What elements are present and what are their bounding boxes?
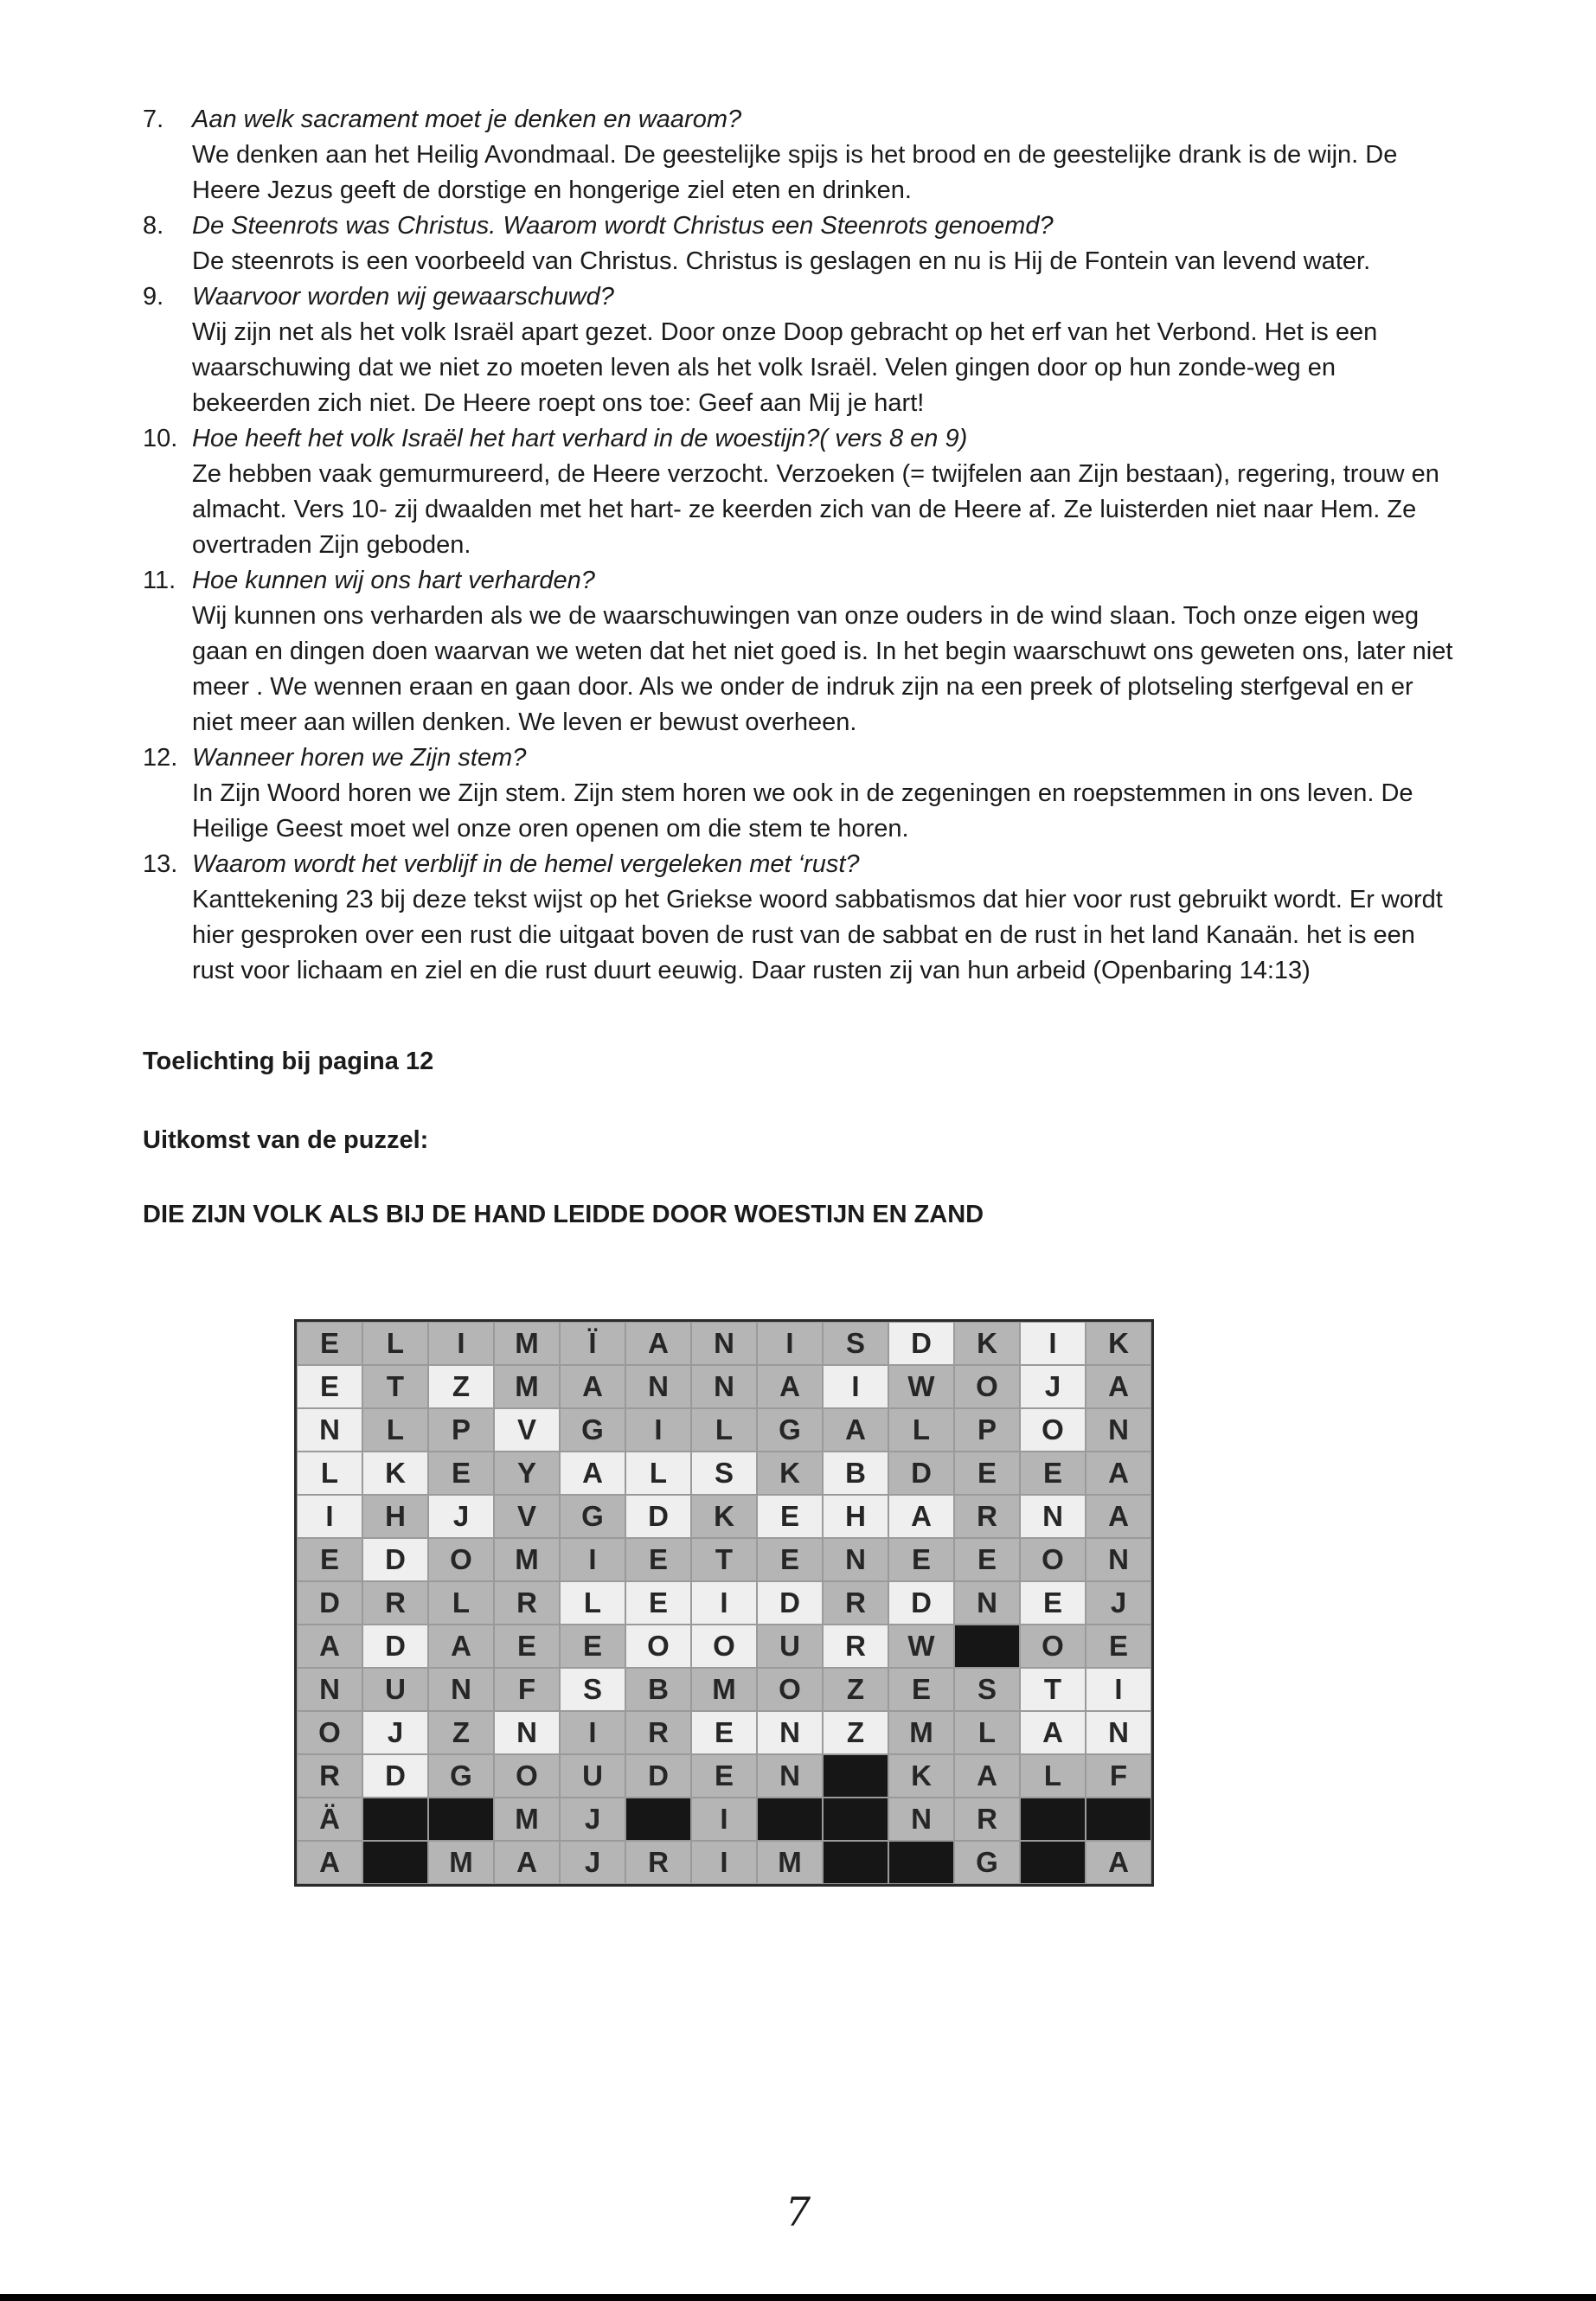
puzzle-cell-blocked — [888, 1841, 954, 1884]
puzzle-cell: A — [297, 1841, 362, 1884]
puzzle-cell: R — [823, 1581, 888, 1625]
puzzle-cell: Z — [823, 1711, 888, 1754]
puzzle-cell: O — [625, 1625, 691, 1668]
puzzle-cell: E — [954, 1538, 1020, 1581]
puzzle-cell: D — [888, 1322, 954, 1365]
puzzle-cell: N — [757, 1754, 823, 1798]
puzzle-cell: I — [757, 1322, 823, 1365]
puzzle-cell: N — [954, 1581, 1020, 1625]
puzzle-cell: L — [954, 1711, 1020, 1754]
puzzle-cell: D — [888, 1581, 954, 1625]
puzzle-cell: M — [428, 1841, 494, 1884]
puzzle-cell: Z — [428, 1365, 494, 1408]
puzzle-cell: K — [1086, 1322, 1151, 1365]
puzzle-cell: J — [362, 1711, 428, 1754]
puzzle-cell: E — [691, 1754, 757, 1798]
puzzle-cell: E — [888, 1538, 954, 1581]
puzzle-cell: A — [954, 1754, 1020, 1798]
puzzle-cell: A — [1020, 1711, 1086, 1754]
puzzle-grid-wrapper — [294, 1319, 1453, 1887]
puzzle-cell: L — [362, 1322, 428, 1365]
puzzle-cell: O — [757, 1668, 823, 1711]
puzzle-cell: B — [625, 1668, 691, 1711]
puzzle-cell: E — [1020, 1581, 1086, 1625]
puzzle-cell: I — [428, 1322, 494, 1365]
qa-item-body — [192, 279, 1453, 421]
puzzle-cell: V — [494, 1408, 560, 1452]
puzzle-cell: L — [1020, 1754, 1086, 1798]
puzzle-cell: F — [494, 1668, 560, 1711]
puzzle-cell: M — [494, 1538, 560, 1581]
puzzle-cell: D — [297, 1581, 362, 1625]
puzzle-cell: T — [691, 1538, 757, 1581]
puzzle-cell: G — [560, 1408, 625, 1452]
puzzle-cell: T — [1020, 1668, 1086, 1711]
puzzle-cell: E — [954, 1452, 1020, 1495]
puzzle-cell: A — [888, 1495, 954, 1538]
puzzle-cell: S — [954, 1668, 1020, 1711]
puzzle-cell: N — [757, 1711, 823, 1754]
puzzle-cell: A — [823, 1408, 888, 1452]
puzzle-cell: Ä — [297, 1798, 362, 1841]
puzzle-cell: R — [954, 1798, 1020, 1841]
puzzle-cell: D — [362, 1754, 428, 1798]
qa-item — [143, 563, 1453, 740]
puzzle-cell: D — [625, 1495, 691, 1538]
qa-item-body — [192, 102, 1453, 208]
qa-answer: Wij kunnen ons verharden als we de waarschuwingen van onze ouders in de wind slaan. Toch onze eigen weg gaan en dingen doen waarvan we weten dat het niet goed is. In het begin waarschuwt ons geweten ons, later niet meer . We wennen eraan en gaan door. Als we onder de indruk zijn na een preek of plotseling sterfgeval en er niet meer aan willen denken. We leven er bewust overheen. — [192, 602, 1453, 736]
puzzle-cell: J — [1086, 1581, 1151, 1625]
puzzle-cell-blocked — [1020, 1841, 1086, 1884]
puzzle-cell: K — [757, 1452, 823, 1495]
puzzle-cell: L — [560, 1581, 625, 1625]
qa-answer: Kanttekening 23 bij deze tekst wijst op het Griekse woord sabbatismos dat hier voor rust gebruikt wordt. Er wordt hier gesproken over een rust die uitgaat boven de rust van de sabbat en de rust in het land Kanaän. het is een rust voor lichaam en ziel en die rust duurt eeuwig. Daar rusten zij van hun arbeid (Openbaring 14:13) — [192, 886, 1443, 984]
puzzle-cell: M — [494, 1322, 560, 1365]
qa-item-number: 7. — [143, 106, 164, 133]
puzzle-cell: E — [1020, 1452, 1086, 1495]
puzzle-cell: M — [494, 1365, 560, 1408]
puzzle-cell: O — [954, 1365, 1020, 1408]
puzzle-cell: E — [297, 1322, 362, 1365]
puzzle-cell: K — [362, 1452, 428, 1495]
puzzle-cell: E — [757, 1495, 823, 1538]
puzzle-cell: B — [823, 1452, 888, 1495]
puzzle-cell-blocked — [362, 1798, 428, 1841]
puzzle-cell: N — [428, 1668, 494, 1711]
puzzle-cell: W — [888, 1365, 954, 1408]
puzzle-cell: L — [297, 1452, 362, 1495]
puzzle-cell: S — [691, 1452, 757, 1495]
puzzle-cell: R — [823, 1625, 888, 1668]
puzzle-cell: K — [954, 1322, 1020, 1365]
puzzle-cell: I — [691, 1798, 757, 1841]
puzzle-cell: A — [1086, 1452, 1151, 1495]
puzzle-cell: A — [1086, 1841, 1151, 1884]
puzzle-cell: G — [954, 1841, 1020, 1884]
puzzle-cell: A — [494, 1841, 560, 1884]
puzzle-cell: E — [1086, 1625, 1151, 1668]
toelichting-heading: Toelichting bij pagina 12 — [143, 1048, 434, 1075]
puzzle-cell: E — [625, 1538, 691, 1581]
puzzle-cell: D — [625, 1754, 691, 1798]
puzzle-cell: N — [625, 1365, 691, 1408]
puzzle-cell: O — [494, 1754, 560, 1798]
puzzle-cell: R — [494, 1581, 560, 1625]
puzzle-cell: F — [1086, 1754, 1151, 1798]
puzzle-cell: H — [823, 1495, 888, 1538]
puzzle-cell: L — [625, 1452, 691, 1495]
qa-answer: Ze hebben vaak gemurmureerd, de Heere verzocht. Verzoeken (= twijfelen aan Zijn bestaan), regering, trouw en almacht. Vers 10- zij dwaalden met het hart- ze keerden zich van de Heere af. Ze luisterden niet naar Hem. Ze overtraden Zijn geboden. — [192, 460, 1439, 559]
puzzle-cell: E — [757, 1538, 823, 1581]
qa-item-number: 12. — [143, 744, 178, 772]
qa-item-number: 13. — [143, 850, 178, 878]
qa-item-body — [192, 208, 1453, 279]
puzzle-cell: A — [757, 1365, 823, 1408]
puzzle-cell: M — [494, 1798, 560, 1841]
puzzle-cell: L — [888, 1408, 954, 1452]
puzzle-cell: H — [362, 1495, 428, 1538]
page-number: 7 — [785, 2189, 811, 2235]
puzzle-cell: W — [888, 1625, 954, 1668]
puzzle-cell: I — [560, 1711, 625, 1754]
puzzle-cell: N — [691, 1322, 757, 1365]
puzzle-cell: N — [691, 1365, 757, 1408]
puzzle-cell: N — [297, 1668, 362, 1711]
puzzle-cell-blocked — [823, 1841, 888, 1884]
puzzle-cell-blocked — [954, 1625, 1020, 1668]
puzzle-cell: D — [362, 1625, 428, 1668]
puzzle-cell: Z — [823, 1668, 888, 1711]
qa-answer: De steenrots is een voorbeeld van Christus. Christus is geslagen en nu is Hij de Fontein van levend water. — [192, 247, 1371, 275]
puzzle-cell: I — [691, 1841, 757, 1884]
puzzle-cell: Z — [428, 1711, 494, 1754]
puzzle-cell: N — [823, 1538, 888, 1581]
puzzle-cell: O — [1020, 1408, 1086, 1452]
puzzle-cell: A — [560, 1365, 625, 1408]
puzzle-cell: D — [757, 1581, 823, 1625]
puzzle-cell: A — [428, 1625, 494, 1668]
puzzle-cell: R — [954, 1495, 1020, 1538]
puzzle-cell: G — [757, 1408, 823, 1452]
puzzle-cell: N — [1086, 1538, 1151, 1581]
puzzle-cell: I — [625, 1408, 691, 1452]
puzzle-cell: G — [560, 1495, 625, 1538]
qa-item-body — [192, 740, 1453, 847]
qa-question: Aan welk sacrament moet je denken en waarom? — [192, 106, 742, 133]
puzzle-cell: E — [297, 1365, 362, 1408]
puzzle-cell: R — [625, 1711, 691, 1754]
puzzle-cell: N — [297, 1408, 362, 1452]
puzzle-cell: A — [1086, 1495, 1151, 1538]
puzzle-cell-blocked — [1020, 1798, 1086, 1841]
puzzle-cell: O — [428, 1538, 494, 1581]
puzzle-cell: R — [362, 1581, 428, 1625]
puzzle-cell-blocked — [757, 1798, 823, 1841]
puzzle-cell: K — [888, 1754, 954, 1798]
puzzle-cell-blocked — [823, 1754, 888, 1798]
puzzle-cell: E — [494, 1625, 560, 1668]
puzzle-cell: P — [428, 1408, 494, 1452]
puzzle-cell: O — [297, 1711, 362, 1754]
qa-item-body — [192, 563, 1453, 740]
puzzle-cell: I — [691, 1581, 757, 1625]
puzzle-cell: R — [297, 1754, 362, 1798]
qa-question: De Steenrots was Christus. Waarom wordt Christus een Steenrots genoemd? — [192, 212, 1054, 240]
puzzle-cell: U — [560, 1754, 625, 1798]
puzzle-cell: I — [297, 1495, 362, 1538]
puzzle-cell-blocked — [823, 1798, 888, 1841]
puzzle-cell: E — [560, 1625, 625, 1668]
puzzle-cell: S — [560, 1668, 625, 1711]
qa-question: Waarvoor worden wij gewaarschuwd? — [192, 283, 614, 311]
puzzle-cell: L — [691, 1408, 757, 1452]
qa-item-number: 8. — [143, 212, 164, 240]
puzzle-cell: D — [888, 1452, 954, 1495]
scan-edge-artifact — [0, 2294, 1596, 2301]
puzzle-cell: T — [362, 1365, 428, 1408]
puzzle-cell: I — [1086, 1668, 1151, 1711]
puzzle-cell: E — [691, 1711, 757, 1754]
qa-item — [143, 279, 1453, 421]
puzzle-cell: I — [823, 1365, 888, 1408]
puzzle-cell: D — [362, 1538, 428, 1581]
puzzle-cell: L — [362, 1408, 428, 1452]
puzzle-cell: G — [428, 1754, 494, 1798]
qa-answer: We denken aan het Heilig Avondmaal. De geestelijke spijs is het brood en de geestelijke drank is de wijn. De Heere Jezus geeft de dorstige en hongerige ziel eten en drinken. — [192, 141, 1398, 204]
qa-item — [143, 847, 1453, 989]
puzzle-cell: O — [691, 1625, 757, 1668]
puzzle-cell: Y — [494, 1452, 560, 1495]
puzzle-cell: E — [297, 1538, 362, 1581]
puzzle-cell: O — [1020, 1625, 1086, 1668]
puzzle-cell: N — [1086, 1711, 1151, 1754]
puzzle-cell: J — [428, 1495, 494, 1538]
puzzle-cell-blocked — [625, 1798, 691, 1841]
qa-item — [143, 740, 1453, 847]
puzzle-cell: M — [888, 1711, 954, 1754]
puzzle-cell: N — [1020, 1495, 1086, 1538]
qa-item-number: 9. — [143, 283, 164, 311]
puzzle-cell: M — [757, 1841, 823, 1884]
puzzle-cell: N — [888, 1798, 954, 1841]
puzzle-cell: L — [428, 1581, 494, 1625]
puzzle-cell: A — [560, 1452, 625, 1495]
qa-item — [143, 208, 1453, 279]
puzzle-cell: O — [1020, 1538, 1086, 1581]
qa-answer: In Zijn Woord horen we Zijn stem. Zijn stem horen we ook in de zegeningen en roepstemmen in ons leven. De Heilige Geest moet wel onze oren openen om die stem te horen. — [192, 779, 1413, 843]
qa-item — [143, 102, 1453, 208]
qa-question: Hoe heeft het volk Israël het hart verhard in de woestijn?( vers 8 en 9) — [192, 425, 968, 452]
qa-answer: Wij zijn net als het volk Israël apart gezet. Door onze Doop gebracht op het erf van het Verbond. Het is een waarschuwing dat we niet zo moeten leven als het volk Israël. Velen gingen door op hun zonde-weg en bekeerden zich niet. De Heere roept ons toe: Geef aan Mij je hart! — [192, 318, 1378, 417]
qa-item-number: 11. — [143, 567, 176, 594]
qa-question: Hoe kunnen wij ons hart verharden? — [192, 567, 595, 594]
qa-question: Waarom wordt het verblijf in de hemel vergeleken met ‘rust? — [192, 850, 860, 878]
puzzle-cell: Ï — [560, 1322, 625, 1365]
puzzle-cell: E — [625, 1581, 691, 1625]
puzzle-cell: E — [428, 1452, 494, 1495]
puzzle-cell-blocked — [428, 1798, 494, 1841]
puzzle-cell: M — [691, 1668, 757, 1711]
puzzle-cell: R — [625, 1841, 691, 1884]
qa-item-body — [192, 421, 1453, 563]
puzzle-solution-text: DIE ZIJN VOLK ALS BIJ DE HAND LEIDDE DOOR WOESTIJN EN ZAND — [143, 1201, 984, 1228]
puzzle-cell-blocked — [1086, 1798, 1151, 1841]
puzzle-cell: A — [297, 1625, 362, 1668]
puzzle-cell: J — [1020, 1365, 1086, 1408]
puzzle-cell: K — [691, 1495, 757, 1538]
puzzle-cell: V — [494, 1495, 560, 1538]
qa-item-body — [192, 847, 1453, 989]
puzzle-cell: J — [560, 1841, 625, 1884]
puzzle-cell: E — [888, 1668, 954, 1711]
puzzle-cell: S — [823, 1322, 888, 1365]
qa-list — [143, 102, 1453, 989]
puzzle-cell: I — [1020, 1322, 1086, 1365]
puzzle-cell: I — [560, 1538, 625, 1581]
qa-item — [143, 421, 1453, 563]
qa-item-number: 10. — [143, 425, 178, 452]
puzzle-grid — [294, 1319, 1154, 1887]
uitkomst-heading: Uitkomst van de puzzel: — [143, 1126, 429, 1154]
puzzle-cell: N — [494, 1711, 560, 1754]
puzzle-cell: N — [1086, 1408, 1151, 1452]
puzzle-cell: A — [625, 1322, 691, 1365]
puzzle-cell: U — [362, 1668, 428, 1711]
puzzle-cell: A — [1086, 1365, 1151, 1408]
puzzle-cell-blocked — [362, 1841, 428, 1884]
puzzle-cell: P — [954, 1408, 1020, 1452]
puzzle-cell: U — [757, 1625, 823, 1668]
puzzle-cell: J — [560, 1798, 625, 1841]
qa-question: Wanneer horen we Zijn stem? — [192, 744, 527, 772]
